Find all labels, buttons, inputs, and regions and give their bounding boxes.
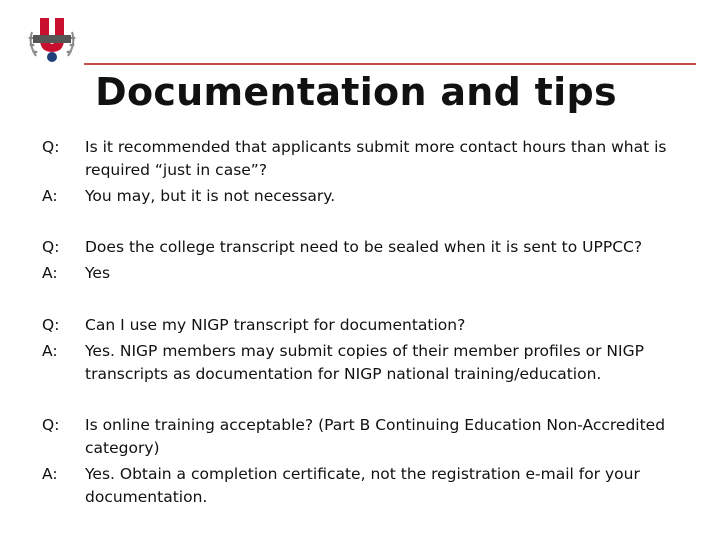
question-text: Is online training acceptable? (Part B Continuing Education Non-Accredited category) bbox=[85, 416, 666, 457]
question-label: Q: bbox=[42, 416, 60, 434]
qa-item-2 bbox=[42, 236, 692, 285]
title-divider bbox=[84, 63, 696, 65]
question-label: Q: bbox=[42, 138, 60, 156]
answer-label: A: bbox=[42, 342, 58, 360]
answer-label: A: bbox=[42, 187, 58, 205]
question-label: Q: bbox=[42, 316, 60, 334]
answer-text: Yes. Obtain a completion certificate, not the registration e-mail for your documentation. bbox=[85, 465, 640, 506]
answer-row bbox=[42, 463, 692, 509]
answer-label: A: bbox=[42, 264, 58, 282]
qa-item-4 bbox=[42, 414, 692, 509]
answer-text: Yes bbox=[85, 264, 111, 282]
question-label: Q: bbox=[42, 238, 60, 256]
logo bbox=[24, 14, 80, 66]
question-row bbox=[42, 314, 692, 337]
answer-row bbox=[42, 340, 692, 386]
page-title: Documentation and tips bbox=[95, 70, 617, 114]
answer-label: A: bbox=[42, 465, 58, 483]
question-row bbox=[42, 414, 692, 460]
answer-text: Yes. NIGP members may submit copies of their member profiles or NIGP transcripts as documentation for NIGP national training/education. bbox=[85, 342, 644, 383]
question-text: Is it recommended that applicants submit more contact hours than what is required “just in case”? bbox=[85, 138, 667, 179]
answer-row bbox=[42, 262, 692, 285]
question-row bbox=[42, 236, 692, 259]
question-text: Does the college transcript need to be sealed when it is sent to UPPCC? bbox=[85, 238, 643, 256]
question-text: Can I use my NIGP transcript for documentation? bbox=[85, 316, 466, 334]
qa-item-3 bbox=[42, 314, 692, 386]
question-row bbox=[42, 136, 692, 182]
answer-row bbox=[42, 185, 692, 208]
u-shield-logo-icon bbox=[24, 14, 80, 66]
answer-text: You may, but it is not necessary. bbox=[85, 187, 336, 205]
qa-item-1 bbox=[42, 136, 692, 208]
